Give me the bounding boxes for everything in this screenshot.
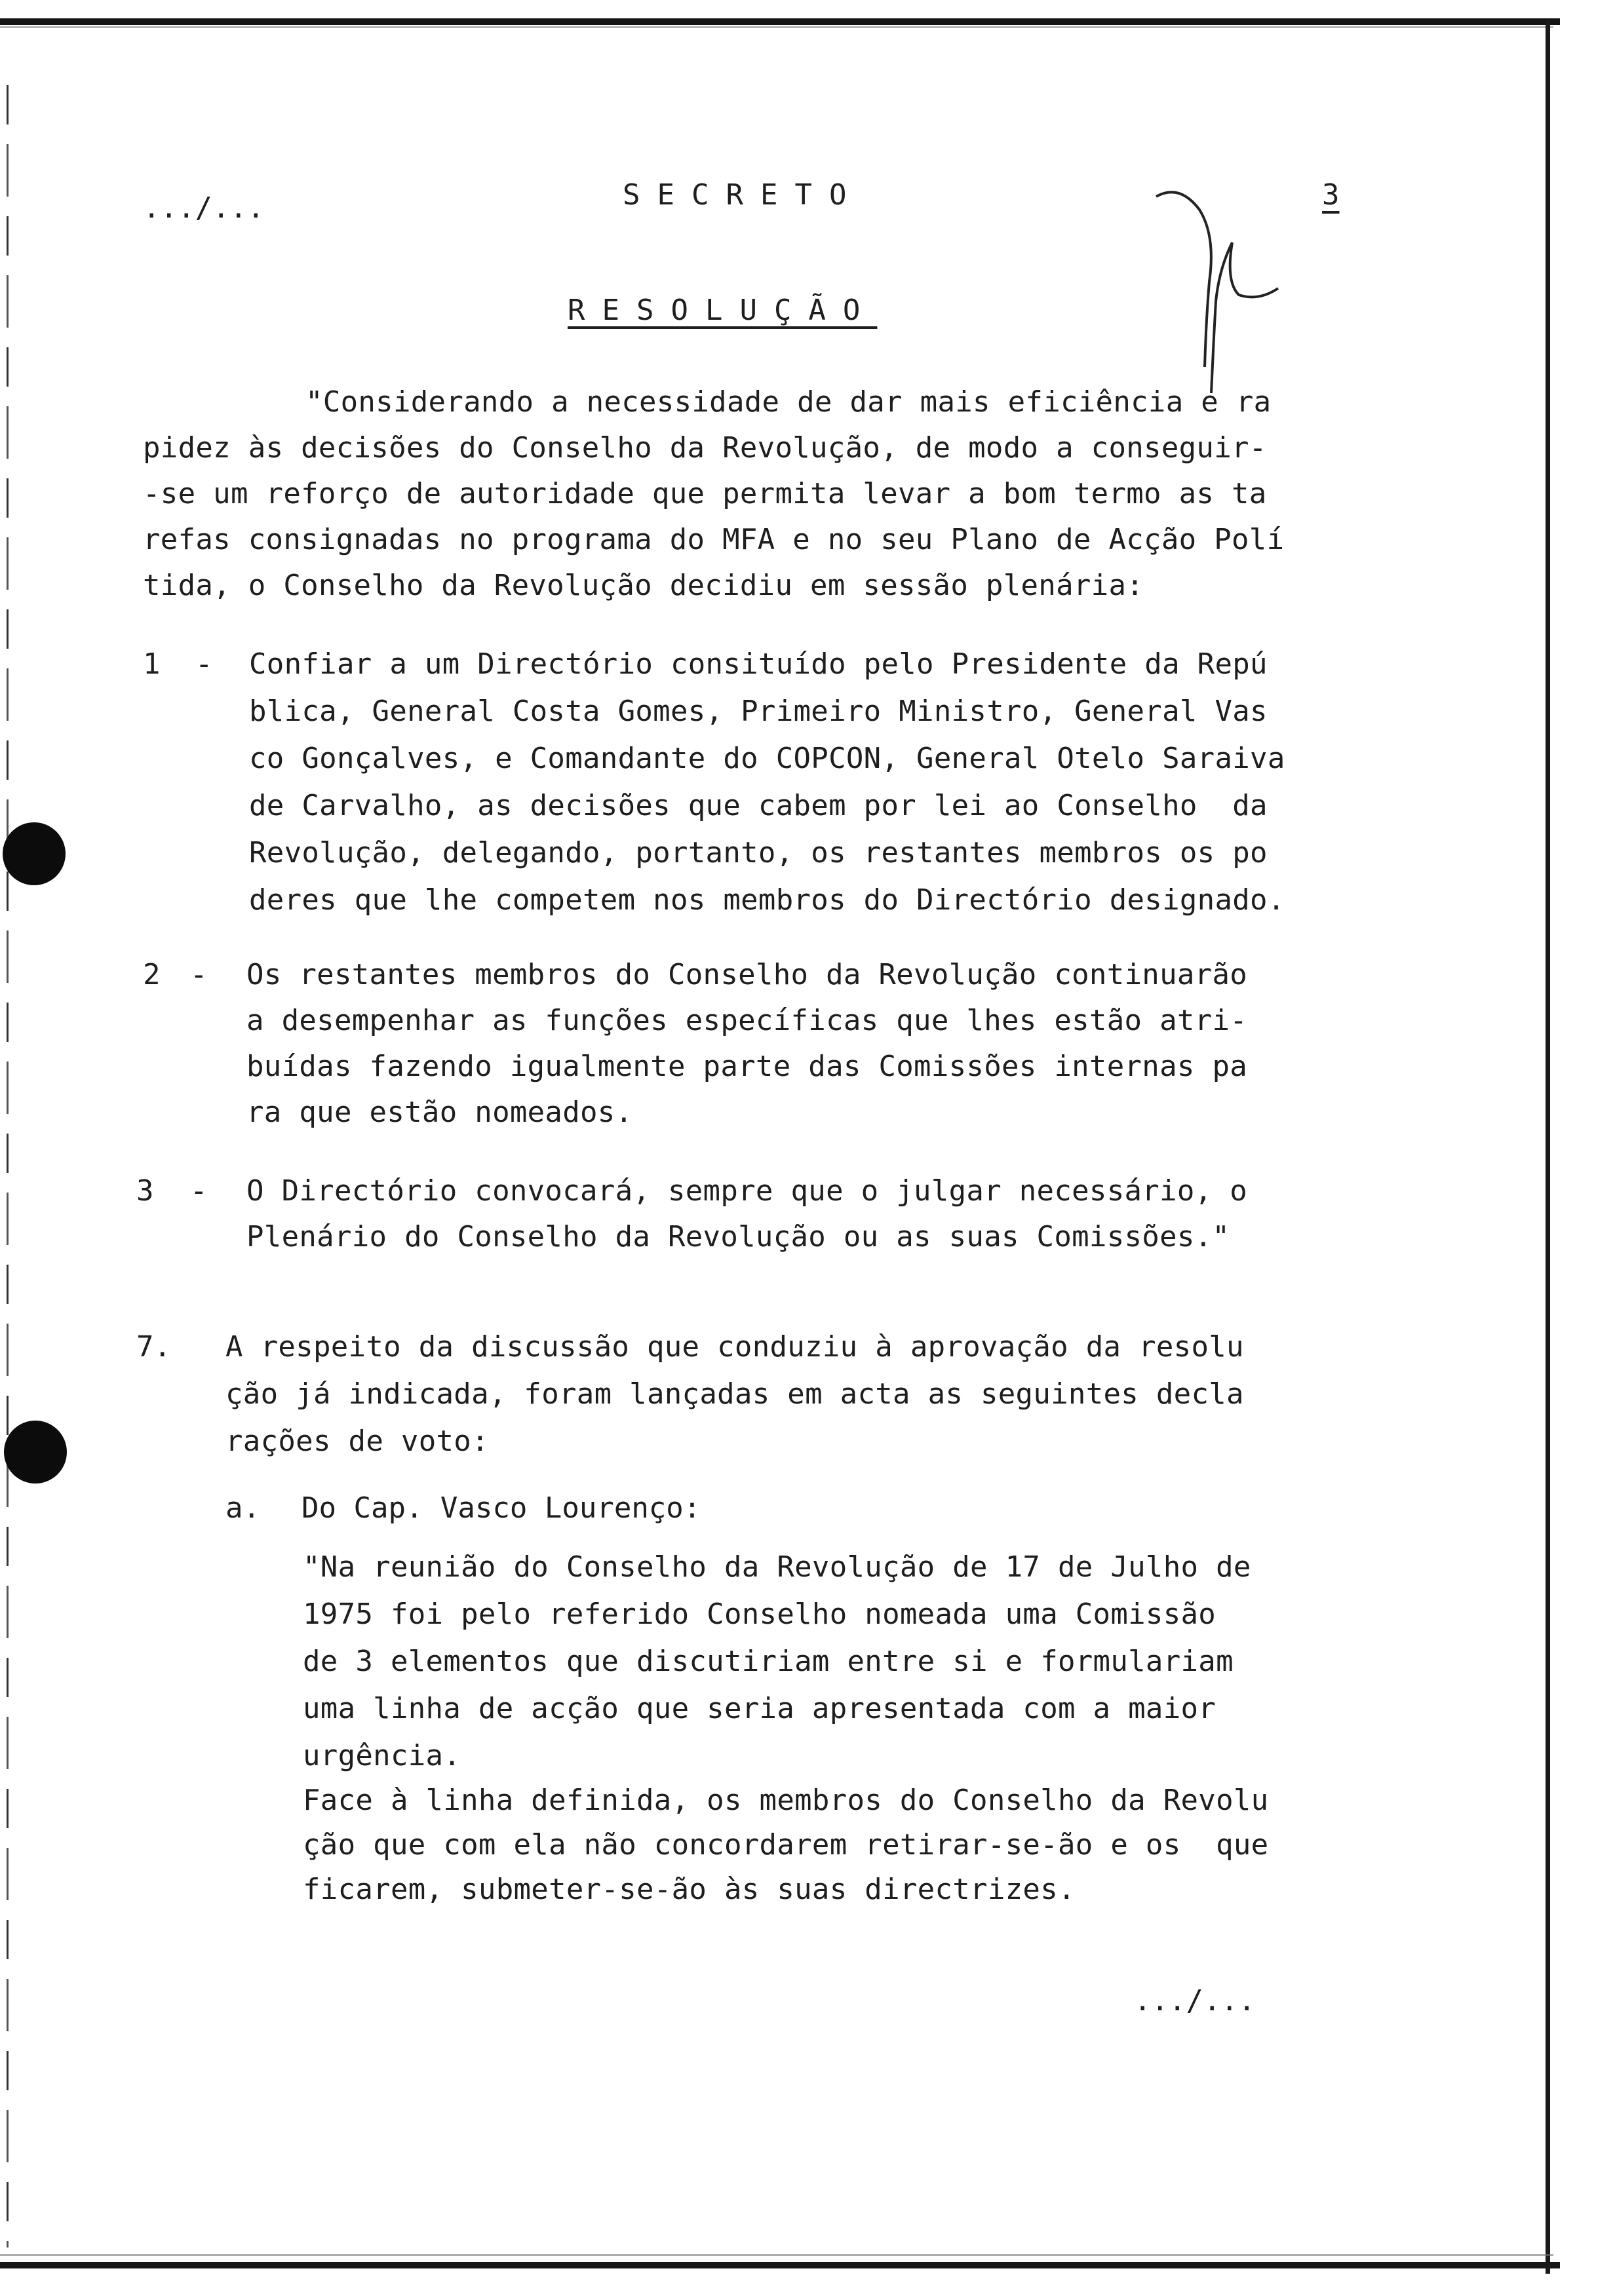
subitem-heading: Do Cap. Vasco Lourenço: xyxy=(302,1491,701,1525)
intro-paragraph xyxy=(143,385,1388,621)
declaration-line: de 3 elementos que discutiriam entre si e formulariam xyxy=(303,1645,1234,1678)
punch-hole-bottom xyxy=(4,1421,67,1483)
item-line: deres que lhe competem nos membros do Directório designado. xyxy=(249,883,1285,917)
scan-border-bottom-shadow xyxy=(0,2254,1553,2256)
item-1-text xyxy=(249,647,1396,936)
declaration-line: urgência. xyxy=(303,1739,461,1772)
item-line: Confiar a um Directório consituído pelo Presidente da Repú xyxy=(249,647,1268,681)
section-number: 7. xyxy=(136,1330,171,1364)
document-title: RESOLUÇÃO xyxy=(568,294,878,327)
section-line: rações de voto: xyxy=(225,1425,489,1458)
item-dash: - xyxy=(190,1174,208,1208)
item-line: Revolução, delegando, portanto, os restantes membros os po xyxy=(249,836,1268,870)
item-line: de Carvalho, as decisões que cabem por lei ao Conselho da xyxy=(249,789,1268,822)
intro-line: "Considerando a necessidade de dar mais eficiência e ra xyxy=(305,385,1272,419)
declaration-line: uma linha de acção que seria apresentada com a maior xyxy=(303,1692,1216,1725)
section-7-text xyxy=(225,1330,1392,1474)
intro-line: pidez às decisões do Conselho da Revolução, de modo a conseguir- xyxy=(143,431,1267,465)
scan-border-top-shadow xyxy=(0,26,1553,28)
item-line: Plenário do Conselho da Revolução ou as suas Comissões." xyxy=(246,1220,1230,1253)
continuation-mark-bottom: .../... xyxy=(1134,1984,1256,2018)
intro-line: refas consignadas no programa do MFA e no seu Plano de Acção Polí xyxy=(143,523,1285,556)
item-line: ra que estão nomeados. xyxy=(246,1096,633,1129)
intro-line: tida, o Conselho da Revolução decidiu em sessão plenária: xyxy=(143,569,1144,602)
classification-stamp: SECRETO xyxy=(623,178,864,212)
page-number: 3 xyxy=(1322,178,1340,212)
item-line: buídas fazendo igualmente parte das Comissões internas pa xyxy=(246,1050,1248,1083)
item-line: Os restantes membros do Conselho da Revolução continuarão xyxy=(246,958,1248,991)
item-line: co Gonçalves, e Comandante do COPCON, General Otelo Saraiva xyxy=(249,742,1285,775)
section-line: ção já indicada, foram lançadas em acta as seguintes decla xyxy=(225,1377,1244,1411)
declaration-line: 1975 foi pelo referido Conselho nomeada uma Comissão xyxy=(303,1598,1216,1631)
item-line: blica, General Costa Gomes, Primeiro Ministro, General Vas xyxy=(249,695,1268,728)
scan-border-bottom xyxy=(0,2262,1560,2268)
handwritten-initials xyxy=(1154,170,1285,406)
item-2-text xyxy=(246,958,1393,1155)
declaration-line: "Na reunião do Conselho da Revolução de 17 de Julho de xyxy=(303,1550,1251,1584)
item-dash: - xyxy=(195,647,213,681)
item-number: 3 xyxy=(136,1174,154,1208)
subitem-letter: a. xyxy=(225,1491,260,1525)
scan-border-top xyxy=(0,18,1560,25)
scan-border-left xyxy=(7,85,9,2248)
item-number: 1 xyxy=(143,647,161,681)
continuation-mark-top: .../... xyxy=(143,191,265,225)
item-number: 2 xyxy=(143,958,161,991)
item-line: O Directório convocará, sempre que o julgar necessário, o xyxy=(246,1174,1248,1208)
declaration-line: ção que com ela não concordarem retirar-se-ão e os que xyxy=(303,1828,1269,1862)
item-dash: - xyxy=(190,958,208,991)
intro-line: -se um reforço de autoridade que permita levar a bom termo as ta xyxy=(143,477,1267,510)
item-3-text xyxy=(246,1174,1393,1272)
item-line: a desempenhar as funções específicas que lhes estão atri- xyxy=(246,1004,1248,1037)
scan-border-right xyxy=(1546,20,1550,2274)
declaration-line: ficarem, submeter-se-ão às suas directrizes. xyxy=(303,1873,1076,1906)
punch-hole-top xyxy=(3,822,66,885)
declaration-text xyxy=(303,1550,1404,1930)
declaration-line: Face à linha definida, os membros do Conselho da Revolu xyxy=(303,1784,1269,1817)
section-line: A respeito da discussão que conduziu à aprovação da resolu xyxy=(225,1330,1244,1364)
